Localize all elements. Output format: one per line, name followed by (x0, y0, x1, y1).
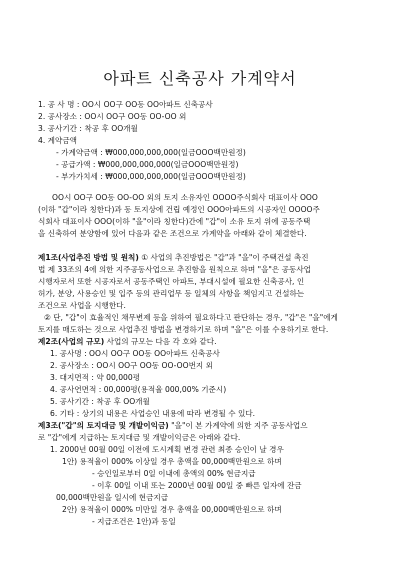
article-2-line (38, 336, 216, 348)
article-1-heading: 제1조(사업추진 방법 및 원칙) (38, 253, 139, 262)
info-line-location: 2. 공사장소 : OO시 OO구 OO동 OO-OO 외 (38, 112, 187, 121)
article-2-heading: 제2조(사업의 규모) (38, 337, 105, 346)
info-line-period: 3. 공사기간 : 착공 후 OO개월 (38, 124, 138, 133)
article-2-item: 6. 기타 : 상기의 내용은 사업승인 내용에 따라 변경될 수 있다. (50, 409, 256, 418)
intro-line: 을 신축하여 분양함에 있어 다음과 같은 조건으로 가계약을 아래와 같이 체결한다. (38, 229, 307, 238)
intro-line: OO시 OO구 OO동 OO-OO 외의 토지 소유자인 OOOO주식회사 대표이사 OOO (52, 193, 318, 202)
document-title: 아파트 신축공사 가계약서 (103, 69, 297, 88)
article-3-line: 00,000백만원을 일시에 현금지급 (56, 493, 169, 502)
article-1-line: ② 단, "갑"이 효율적인 채무변제 등을 위하여 필요하다고 판단하는 경우, "갑"은 "을"에게 (44, 313, 338, 322)
amount-vat: - 부가가치세 : ₩000,000,000,000(일금OOO백만원정) (56, 172, 246, 181)
article-2-item: 2. 공사장소 : OO시 OO구 OO동 OO-OO번지 외 (50, 361, 213, 370)
article-2-item: 3. 대지면적 : 약 00,000평 (50, 373, 141, 382)
article-3-line: - 지급조건은 1안)과 동일 (92, 517, 176, 526)
article-3-line: 1. 2000년 00월 00일 이전에 도시계획 변경 관련 최종 승인이 날 경우 (50, 445, 284, 454)
article-3-line: 1안) 용적율이 000% 이상일 경우 총액을 00,000백만원으로 하며 (62, 457, 282, 466)
article-1-text: ① 사업의 추진방법은 "갑"과 "을"이 주택건설 촉진 (138, 253, 309, 262)
article-3-line: 로 "갑"에게 지급하는 토지대금 및 개발이익금은 아래와 같다. (38, 433, 241, 442)
article-1-line: 토지를 매도하는 것으로 사업추진 방법을 변경하기로 하며 "을"은 이를 수용하기로 한다. (38, 325, 329, 334)
info-line-amount: 4. 계약금액 (38, 136, 78, 145)
article-3-text: "을"이 본 가계약에 의한 지주 공동사업으 (168, 421, 308, 430)
article-2-item: 1. 공사명 : OO시 OO구 OO동 OO아파트 신축공사 (50, 349, 220, 358)
intro-line: (이하 "갑"이라 칭한다)과 동 토지상에 건립 예정인 OOO아파트의 시공자인 OOOO주 (38, 205, 320, 214)
amount-supply: - 공급가액 : ₩000,000,000,000(일금OOO백만원정) (56, 160, 239, 169)
article-1-line: 법 제 33조의 4에 의한 지주공동사업으로 추진함을 원칙으로 하며 "을"은 공동사업 (38, 265, 312, 274)
article-1-line: 시행자로서 또한 시공자로서 공동주택인 아파트, 부대시설에 필요한 신축공사, 인 (38, 277, 305, 286)
article-2-item: 5. 공사기간 : 착공 후 OO개월 (50, 397, 150, 406)
article-3-line: - 승인일로부터 0일 이내에 총액의 00% 현금지급 (92, 469, 256, 478)
article-3-line: - 이후 00일 이내 또는 2000년 00월 00일 중 빠른 일자에 잔금 (92, 481, 302, 490)
article-1-line: 조건으로 사업을 시행한다. (38, 301, 126, 310)
intro-line: 식회사 대표이사 OOO(이하 "을"이라 칭한다)간에 "갑"이 소유 토지 위에 공동주택 (38, 217, 311, 226)
article-2-item: 4. 공사연면적 : 00,000평(용적율 000,00% 기준시) (50, 385, 227, 394)
article-1-line (38, 252, 309, 264)
article-1-line: 허가, 분양, 사용승인 및 입주 등의 관리업무 등 일체의 사항을 책임지고 건설하는 (38, 289, 305, 298)
info-line-project: 1. 공 사 명 : OO시 OO구 OO동 OO아파트 신축공사 (38, 100, 213, 109)
article-3-line (38, 420, 308, 432)
article-2-text: 사업의 규모는 다음 각 호와 같다. (104, 337, 217, 346)
article-3-heading: 제3조("갑"의 토지대금 및 개발이익금) (38, 421, 169, 430)
amount-contract: - 가계약금액 : ₩000,000,000,000(일금OOO백만원정) (56, 148, 246, 157)
article-3-line: 2안) 용적율이 000% 미만일 경우 총액을 00,000백만원으로 하며 (62, 505, 282, 514)
